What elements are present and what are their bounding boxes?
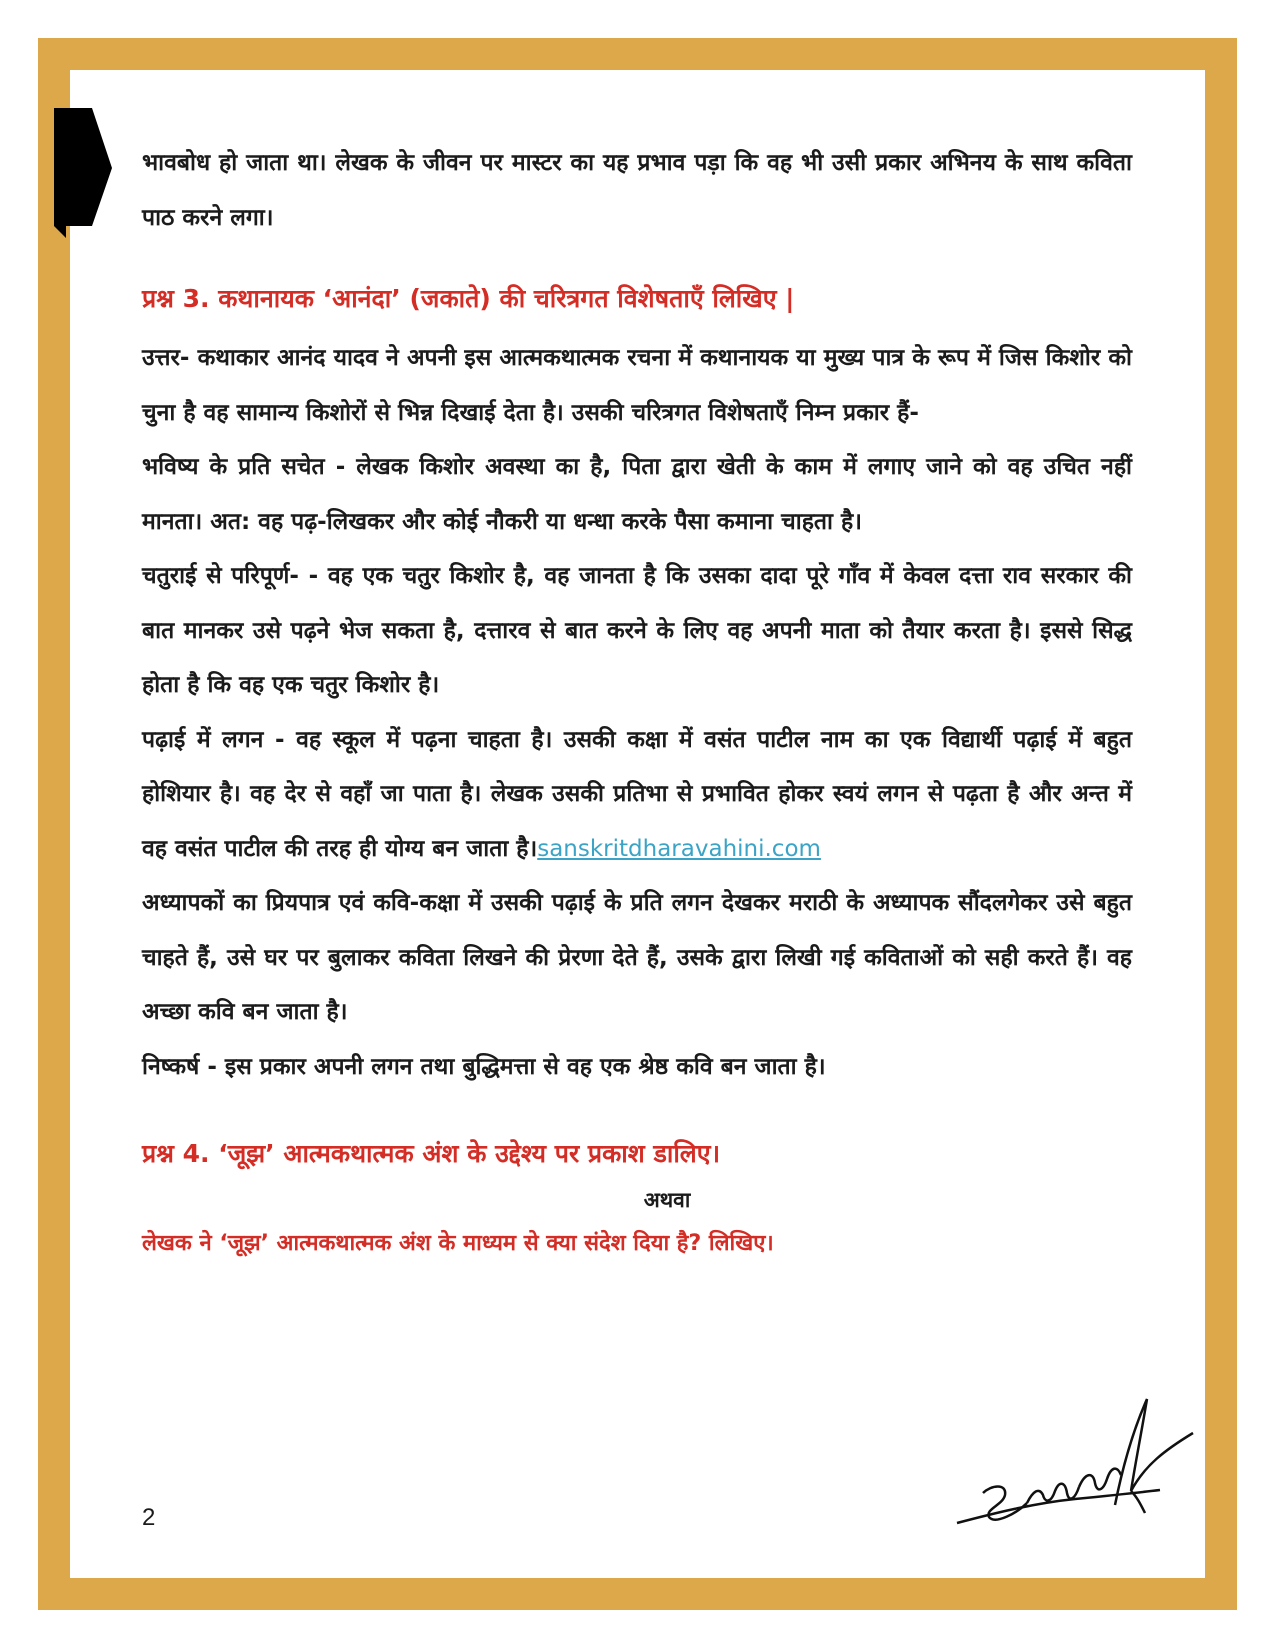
question-4-alternate: लेखक ने ‘जूझ’ आत्मकथात्मक अंश के माध्यम से क्या संदेश दिया है? लिखिए।	[142, 1231, 774, 1256]
intro-paragraph: भावबोध हो जाता था। लेखक के जीवन पर मास्टर का यह प्रभाव पड़ा कि वह भी उसी प्रकार अभिनय के साथ कविता पाठ करने लगा।	[142, 150, 1132, 231]
question-3-heading: प्रश्न 3. कथानायक ‘आनंदा’ (जकाते) की चरित्रगत विशेषताएँ लिखिए |	[142, 284, 795, 313]
point-clever: चतुराई से परिपूर्ण- - वह एक चतुर किशोर है, वह जानता है कि उसका दादा पूरे गाँव में केवल दत्ता राव सरकार की बात मानकर उसे पढ़ने भेज सकता है, दत्तारव से बात करने के लिए वह अपनी माता को तैयार करता है। इससे सिद्ध होता है कि वह एक चतुर किशोर है।	[142, 563, 1132, 698]
page-number: 2	[142, 1504, 156, 1531]
or-label: अथवा	[643, 1188, 691, 1212]
answer-intro: उत्तर- कथाकार आनंद यादव ने अपनी इस आत्मकथात्मक रचना में कथानायक या मुख्य पात्र के रूप में जिस किशोर को चुना है वह सामान्य किशोरों से भिन्न दिखाई देता है। उसकी चरित्रगत विशेषताएँ निम्न प्रकार हैं-	[142, 345, 1132, 426]
point-teacher-favourite: अध्यापकों का प्रियपात्र एवं कवि-कक्षा में उसकी पढ़ाई के प्रति लगन देखकर मराठी के अध्यापक सौंदलगेकर उसे बहुत चाहते हैं, उसे घर पर बुलाकर कविता लिखने की प्रेरणा देते हैं, उसके द्वारा लिखी गई कविताओं को सही करते हैं। वह अच्छा कवि बन जाता है।	[142, 890, 1132, 1025]
website-link[interactable]: sanskritdharavahini.com	[537, 835, 821, 862]
conclusion: निष्कर्ष - इस प्रकार अपनी लगन तथा बुद्धिमत्ता से वह एक श्रेष्ठ कवि बन जाता है।	[142, 1053, 826, 1080]
black-tab-marker	[54, 108, 112, 238]
handwritten-signature	[955, 1395, 1200, 1530]
question-4-heading: प्रश्न 4. ‘जूझ’ आत्मकथात्मक अंश के उद्देश्य पर प्रकाश डालिए।	[142, 1139, 721, 1168]
point-study-dedication	[142, 713, 1132, 877]
point-future-aware: भविष्य के प्रति सचेत - लेखक किशोर अवस्था का है, पिता द्वारा खेती के काम में लगाए जाने को वह उचित नहीं मानता। अत: वह पढ़-लिखकर और कोई नौकरी या धन्धा करके पैसा कमाना चाहता है।	[142, 454, 1132, 535]
document-body	[142, 136, 1132, 1264]
point-study-text: पढ़ाई में लगन - वह स्कूल में पढ़ना चाहता है। उसकी कक्षा में वसंत पाटील नाम का एक विद्यार्थी पढ़ाई में बहुत होशियार है। वह देर से वहाँ जा पाता है। लेखक उसकी प्रतिभा से प्रभावित होकर स्वयं लगन से पढ़ता है और अन्त में वह वसंत पाटील की तरह ही योग्य बन जाता है।	[142, 726, 1132, 862]
